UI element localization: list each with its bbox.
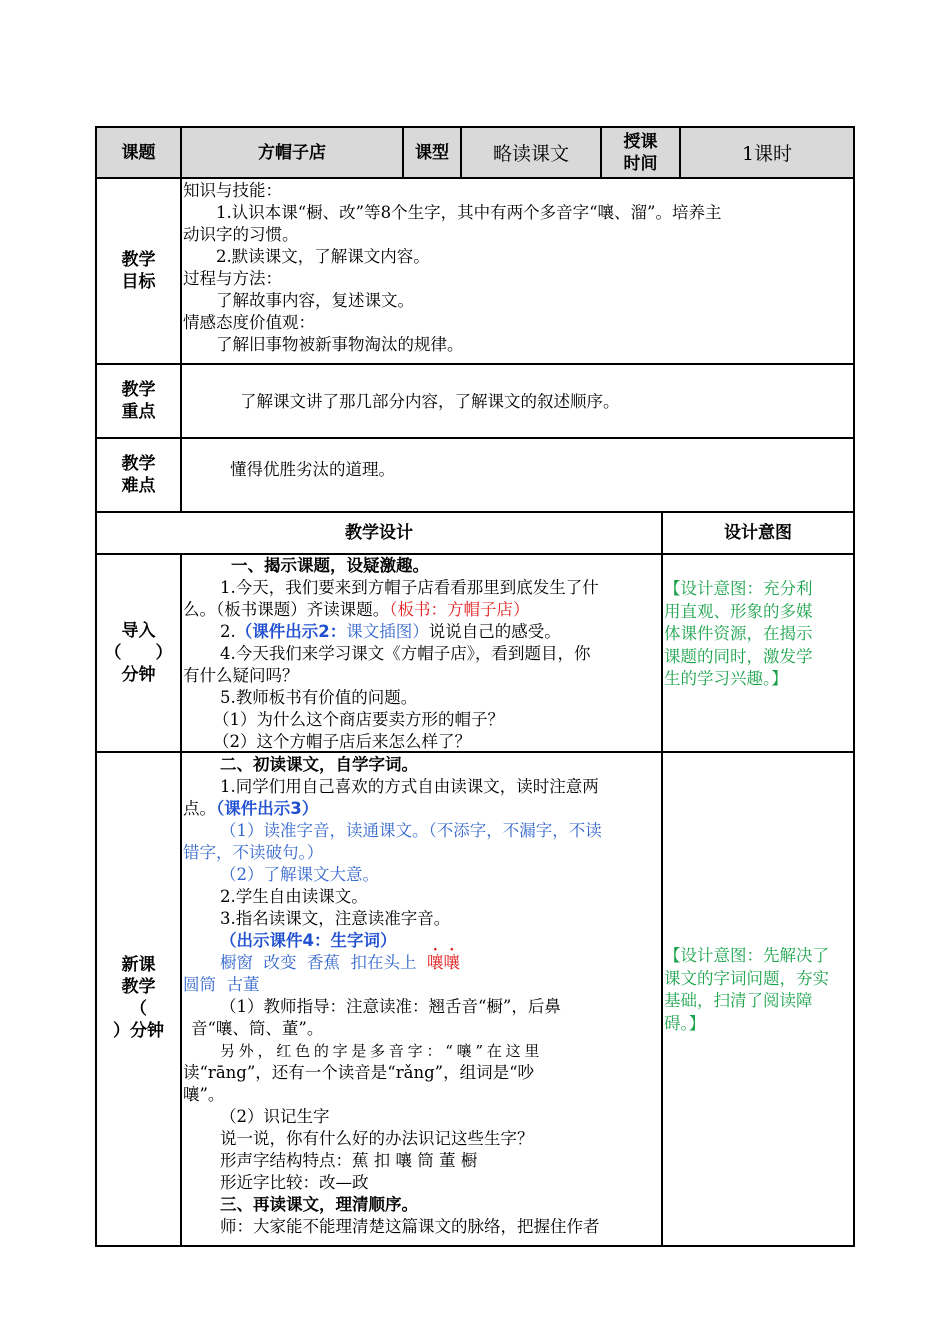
intent-line: 用直观、形象的多媒: [664, 601, 813, 621]
newlesson-content: [183, 754, 661, 1238]
goals-line: 了解故事内容，复述课文。: [183, 291, 414, 310]
lesson-line: 音“嚷、筒、董”。: [191, 1019, 324, 1038]
topic-label: 课题: [121, 142, 156, 163]
difficulty-label-line: 难点: [121, 476, 156, 496]
courseware-note: 课文插图）: [346, 622, 429, 641]
polyphone-char: 嚷: [443, 953, 460, 972]
lesson-line: 错字，不读破句。）: [183, 843, 324, 862]
section-heading: 三、再读课文，理清顺序。: [220, 1195, 418, 1214]
goals-line: 了解旧事物被新事物淘汰的规律。: [183, 335, 464, 354]
goals-label-line: 教学: [121, 250, 156, 270]
courseware-note: （出示课件4：生字词）: [220, 931, 397, 950]
lesson-line: 另 外 ， 红 色 的 字 是 多 音 字 ： “ 嚷 ” 在 这 里: [220, 1042, 539, 1060]
design-header-left: 教学设计: [345, 523, 413, 543]
intent-line: 课题的同时，激发学: [664, 646, 813, 666]
type-value: 略读课文: [492, 143, 569, 165]
row-divider: [95, 437, 855, 439]
newlesson-label-line: 新课: [121, 955, 156, 975]
goals-line: 动识字的习惯。: [183, 225, 299, 244]
intro-heading: 一、揭示课题，设疑激趣。: [231, 556, 429, 575]
lesson-line: 3.指名读课文，注意读准字音。: [220, 909, 451, 928]
intro-line-text: 说说自己的感受。: [428, 622, 561, 641]
goals-line: 情感态度价值观：: [183, 313, 315, 332]
intro-label-line: 导入: [121, 621, 156, 641]
lesson-line: [183, 798, 661, 820]
intro-line: （1）为什么这个商店要卖方形的帽子？: [213, 710, 504, 729]
board-note: （板书：方帽子店）: [389, 600, 530, 619]
intro-line-text: 么。（板书课题）齐读课题。: [183, 600, 390, 619]
hours-label: [602, 128, 679, 177]
lesson-line-text: 点。: [183, 799, 216, 818]
courseware-note: （课件出示3）: [216, 799, 319, 818]
newlesson-label-line: 教学: [121, 977, 156, 997]
focus-label-line: 重点: [121, 402, 156, 422]
label-column-divider: [180, 126, 182, 512]
intro-line: （2）这个方帽子店后来怎么样了？: [213, 732, 471, 751]
intent-line: 体课件资源，在揭示: [664, 624, 813, 643]
label-column-divider: [180, 553, 182, 1247]
intro-label-line: 分钟: [121, 665, 156, 685]
intro-line: [183, 621, 661, 643]
goals-label: [97, 179, 180, 363]
intent-column-divider: [661, 511, 663, 1247]
intro-line: 4.今天我们来学习课文《方帽子店》，看到题目，你: [220, 644, 591, 663]
goals-content: [183, 180, 853, 356]
lesson-line: （2）识记生字: [220, 1107, 330, 1126]
intent-line: 基础，扫清了阅读障: [664, 991, 813, 1010]
intro-content: [183, 555, 661, 753]
goals-line: 知识与技能：: [183, 181, 282, 200]
courseware-note: （课件出示2：: [235, 622, 347, 641]
design-header-right: 设计意图: [724, 523, 792, 543]
type-label: 课型: [415, 142, 449, 163]
lesson-line: 读“rāng”，还有一个读音是“rǎng”，组词是“吵: [183, 1063, 535, 1082]
lesson-line: （2）了解课文大意。: [220, 865, 379, 884]
newlesson-label: [97, 946, 180, 1050]
topic-value: 方帽子店: [258, 142, 326, 163]
difficulty-label: [97, 439, 180, 511]
difficulty-text: 懂得优胜劣汰的道理。: [230, 460, 395, 479]
vocab-word: 橱窗: [220, 953, 253, 972]
word-list: [183, 952, 661, 974]
intro-line-num: 2.: [220, 622, 236, 641]
row-divider: [95, 177, 855, 179]
polyphone-char: 嚷: [427, 953, 444, 972]
hours-label-line: 时间: [623, 153, 658, 174]
focus-label: [97, 365, 180, 437]
intent-line: 生的学习兴趣。】: [664, 669, 788, 688]
lesson-line: 说一说，你有什么好的办法识记这些生字？: [220, 1129, 534, 1148]
lesson-line: 形近字比较：改—政: [220, 1173, 369, 1192]
intro-label: [97, 555, 180, 751]
intent-line: 【设计意图：充分利: [664, 579, 813, 598]
vocab-word: 改变: [263, 953, 297, 972]
lesson-line: 师：大家能不能理清楚这篇课文的脉络，把握住作者: [220, 1217, 600, 1236]
intro-line: 1.今天，我们要来到方帽子店看看那里到底发生了什: [220, 578, 599, 597]
lesson-line: 1.同学们用自己喜欢的方式自由读课文，读时注意两: [220, 777, 599, 796]
goals-line: 2.默读课文，了解课文内容。: [183, 247, 430, 266]
lesson-line: （1）教师指导：注意读准：翘舌音“橱”，后鼻: [220, 997, 561, 1016]
table-border-bottom: [95, 1245, 855, 1247]
intent-line: 碍。】: [664, 1013, 706, 1033]
row-divider: [95, 363, 855, 365]
word-list: [183, 974, 661, 996]
intro-line: 5.教师板书有价值的问题。: [220, 688, 418, 707]
intent-line: 课文的字词问题，夯实: [664, 968, 829, 988]
intent-line: 【设计意图：先解决了: [664, 946, 829, 965]
vocab-word: 古董: [226, 975, 260, 994]
vocab-word: 扣在头上: [350, 953, 417, 972]
lesson-line: 2.学生自由读课文。: [220, 887, 368, 906]
goals-line: 过程与方法：: [183, 269, 282, 288]
intro-line: 有什么疑问吗？: [183, 666, 299, 685]
lesson-line: 嚷”。: [183, 1085, 225, 1104]
vocab-word: 香蕉: [307, 953, 340, 972]
lesson-line: （1）读准字音，读通课文。（不添字，不漏字，不读: [220, 821, 602, 840]
newlesson-label-line: （: [130, 999, 147, 1019]
intro-line: [183, 599, 661, 621]
newlesson-label-line: ）分钟: [113, 1021, 164, 1041]
hours-label-line: 授课: [623, 131, 658, 152]
goals-line: 1.认识本课“橱、改”等8个生字，其中有两个多音字“嚷、溜”。培养主: [183, 203, 722, 222]
focus-text: 了解课文讲了那几部分内容，了解课文的叙述顺序。: [240, 392, 620, 411]
focus-label-line: 教学: [121, 380, 156, 400]
intro-intent: [664, 578, 852, 691]
table-border-right: [853, 126, 855, 1247]
newlesson-intent: [664, 945, 852, 1035]
section-heading: 二、初读课文，自学字词。: [220, 755, 418, 774]
hours-value: 1课时: [741, 143, 793, 165]
difficulty-label-line: 教学: [121, 454, 156, 474]
vocab-word: 圆筒: [183, 975, 216, 994]
intro-label-line: （ ）: [104, 643, 173, 663]
lesson-line: 形声字结构特点：蕉 扣 嚷 筒 董 橱: [220, 1151, 478, 1170]
goals-label-line: 目标: [121, 272, 156, 292]
